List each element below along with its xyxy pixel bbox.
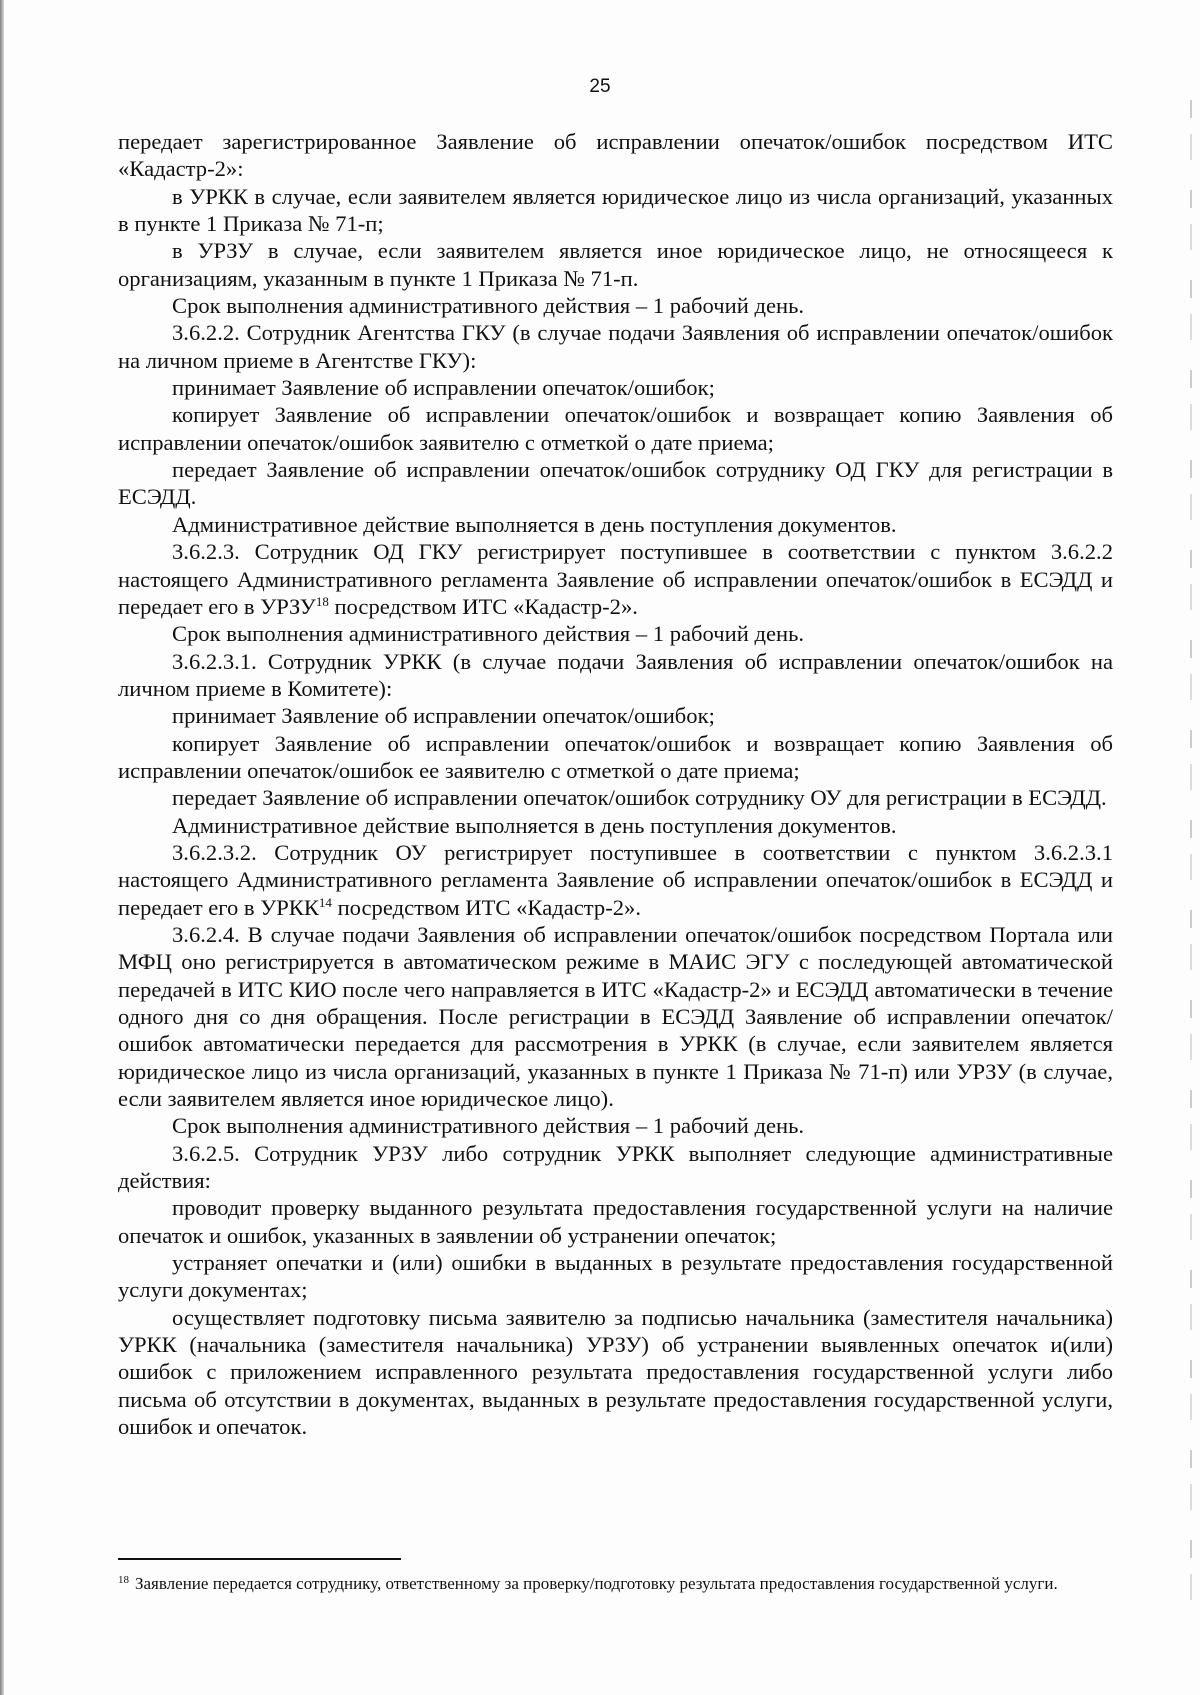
paragraph-text: посредством ИТС «Кадастр-2». (331, 894, 641, 920)
paragraph: 3.6.2.4. В случае подачи Заявления об исправлении опечаток/ошибок посредством Портала или МФЦ оно регистрируется в автоматическом режиме в МАИС ЭГУ с последующей автоматической передачей в ИТС КИО после чего направляется в ИТС «Кадастр-2» и ЕСЭДД автоматически в течение одного дня со дня обращения. После регистрации в ЕСЭДД Заявление об исправлении опечаток/ошибок автоматически передается для рассмотрения в УРКК (в случае, если заявителем является юридическое лицо из числа организаций, указанных в пункте 1 Приказа № 71-п) или УРЗУ (в случае, если заявителем является иное юридическое лицо). (118, 921, 1113, 1112)
scan-edge-left (0, 0, 4, 1695)
footnote-mark: 18 (118, 1574, 129, 1586)
paragraph: в УРКК в случае, если заявителем является юридическое лицо из числа организаций, указанных в пункте 1 Приказа № 71-п; (118, 183, 1113, 237)
paragraph: 3.6.2.3.1. Сотрудник УРКК (в случае подачи Заявления об исправлении опечаток/ошибок на личном приеме в Комитете): (118, 648, 1113, 701)
footnote-text: Заявление передается сотруднику, ответственному за проверку/подготовку результата предоставления государственной услуги. (135, 1574, 1058, 1593)
scan-edge-right (1190, 100, 1192, 1600)
paragraph-text: 3.6.2.3. Сотрудник ОД ГКУ регистрирует поступившее в соответствии с пунктом 3.6.2.2 настоящего Административного регламента Заявление об исправлении опечаток/ошибок в ЕСЭДД и передает его в УРЗУ (118, 539, 1113, 619)
paragraph: осуществляет подготовку письма заявителю за подписью начальника (заместителя начальника) УРКК (начальника (заместителя начальника) УРЗУ) об устранении выявленных опечаток и(или) ошибок с приложением исправленного результата предоставления государственной услуги либо письма об отсутствии в документах, выданных в результате предоставления государственной услуги, ошибок и опечаток. (118, 1304, 1113, 1440)
document-body (118, 128, 1113, 1441)
paragraph: Административное действие выполняется в день поступления документов. (172, 812, 897, 838)
footnote (118, 1572, 1113, 1595)
paragraph: принимает Заявление об исправлении опечаток/ошибок; (172, 703, 715, 729)
paragraph: проводит проверку выданного результата предоставления государственной услуги на наличие опечаток и ошибок, указанных в заявлении об устранении опечаток; (118, 1195, 1113, 1248)
paragraph-text: посредством ИТС «Кадастр-2». (328, 593, 638, 619)
page-number: 25 (589, 76, 611, 97)
paragraph: Срок выполнения административного действия – 1 рабочий день. (172, 293, 805, 319)
paragraph: копирует Заявление об исправлении опечаток/ошибок и возвращает копию Заявления об исправлении опечаток/ошибок ее заявителю с отметкой о дате приема; (118, 730, 1113, 783)
paragraph: передает Заявление об исправлении опечаток/ошибок сотруднику ОД ГКУ для регистрации в ЕСЭДД. (118, 457, 1113, 510)
footnote-reference: 18 (315, 593, 329, 609)
paragraph-3-6-2-3 (118, 538, 1113, 620)
paragraph-3-6-2-3-2 (118, 839, 1113, 921)
paragraph-text: 3.6.2.3.2. Сотрудник ОУ регистрирует поступившее в соответствии с пунктом 3.6.2.3.1 настоящего Административного регламента Заявление об исправлении опечаток/ошибок в ЕСЭДД и передает его в УРКК (118, 839, 1113, 920)
paragraph: копирует Заявление об исправлении опечаток/ошибок и возвращает копию Заявления об исправлении опечаток/ошибок заявителю с отметкой о дате приема; (118, 402, 1113, 455)
paragraph: передает зарегистрированное Заявление об исправлении опечаток/ошибок посредством ИТС «Кадастр-2»: (118, 129, 1113, 182)
footnote-separator (118, 1558, 401, 1560)
paragraph: Срок выполнения административного действия – 1 рабочий день. (172, 1113, 805, 1139)
paragraph: Срок выполнения административного действия – 1 рабочий день. (172, 621, 805, 647)
paragraph: 3.6.2.2. Сотрудник Агентства ГКУ (в случае подачи Заявления об исправлении опечаток/ошибок на личном приеме в Агентстве ГКУ): (118, 320, 1113, 373)
footnote-reference: 14 (318, 894, 332, 910)
paragraph: 3.6.2.5. Сотрудник УРЗУ либо сотрудник УРКК выполняет следующие административные действия: (118, 1140, 1113, 1194)
paragraph: в УРЗУ в случае, если заявителем является иное юридическое лицо, не относящееся к организациям, указанным в пункте 1 Приказа № 71-п. (118, 238, 1113, 291)
paragraph: устраняет опечатки и (или) ошибки в выданных в результате предоставления государственной услуги документах; (118, 1250, 1113, 1303)
paragraph: Административное действие выполняется в день поступления документов. (172, 511, 897, 537)
paragraph: принимает Заявление об исправлении опечаток/ошибок; (172, 375, 715, 401)
paragraph: передает Заявление об исправлении опечаток/ошибок сотруднику ОУ для регистрации в ЕСЭДД. (172, 785, 1107, 811)
